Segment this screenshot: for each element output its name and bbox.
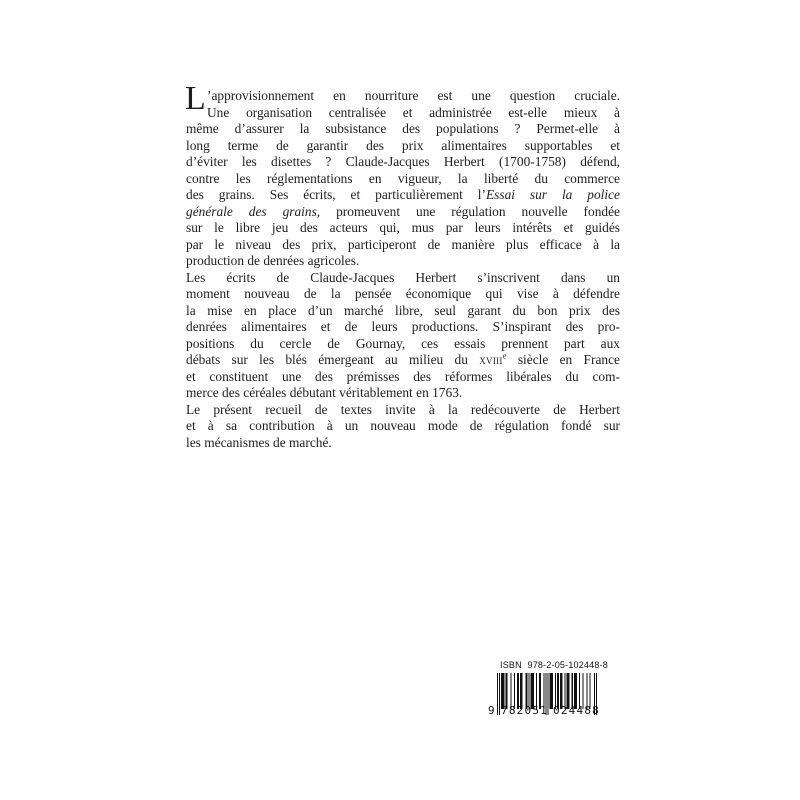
blurb-line: même d’assurer la subsistance des populations ? Permet-elle à	[186, 121, 620, 136]
blurb-line: long terme de garantir des prix alimentaires supportables et	[186, 137, 620, 153]
isbn-barcode	[488, 660, 608, 717]
blurb-line: positions du cercle de Gournay, ces essais prennent part aux	[186, 335, 620, 351]
blurb-line: et à sa contribution à un nouveau mode de régulation fondé sur	[186, 418, 620, 433]
barcode-digit-prefix: 9	[488, 704, 495, 717]
blurb-line: générale des grains, promeuvent une régulation nouvelle fondée	[186, 203, 620, 219]
blurb-line: denrées alimentaires et de leurs productions. S’inspirant des pro-	[186, 319, 620, 334]
blurb-line: merce des céréales débutant véritablement en 1763.	[186, 385, 463, 400]
blurb-line: par le niveau des prix, participeront de manière plus efficace à la	[186, 236, 620, 252]
barcode-digits	[488, 705, 604, 718]
blurb-line: les mécanismes de marché.	[186, 434, 332, 450]
blurb-line: la mise en place d’un marché libre, seul garant du bon prix des	[186, 302, 620, 318]
drop-cap: L	[185, 80, 206, 117]
blurb-line: débats sur les blés émergeant au milieu du xviii$^e$ siècle en France	[186, 350, 620, 367]
blurb-line: d’éviter les disettes ? Claude-Jacques Herbert (1700-1758) défend,	[186, 154, 620, 169]
blurb-line: ’approvisionnement en nourriture est une question cruciale.	[207, 88, 620, 103]
blurb-line: des grains. Ses écrits, et particulièrement l’Essai sur la police	[186, 187, 620, 202]
blurb-line: Une organisation centralisée et administrée est-elle mieux à	[207, 104, 620, 120]
blurb-line: moment nouveau de la pensée économique qui vise à défendre	[186, 286, 620, 301]
blurb-lines	[186, 88, 620, 451]
blurb-line: Les écrits de Claude-Jacques Herbert s’inscrivent dans un	[186, 269, 620, 285]
blurb-line: production de denrées agricoles.	[186, 253, 360, 268]
barcode-digits-right: 024488	[553, 704, 600, 717]
barcode-digits-left: 782051	[501, 704, 548, 717]
blurb-line: et constituent une des prémisses des réformes libérales du com-	[186, 368, 620, 384]
blurb-line: sur le libre jeu des acteurs qui, mus par leurs intérêts et guidés	[186, 220, 620, 235]
isbn-number: ISBN 978-2-05-102448-8	[500, 660, 608, 670]
blurb-text	[185, 80, 620, 451]
blurb-line: Le présent recueil de textes invite à la redécouverte de Herbert	[186, 401, 620, 417]
blurb-line: contre les réglementations en vigueur, la liberté du commerce	[186, 170, 620, 186]
